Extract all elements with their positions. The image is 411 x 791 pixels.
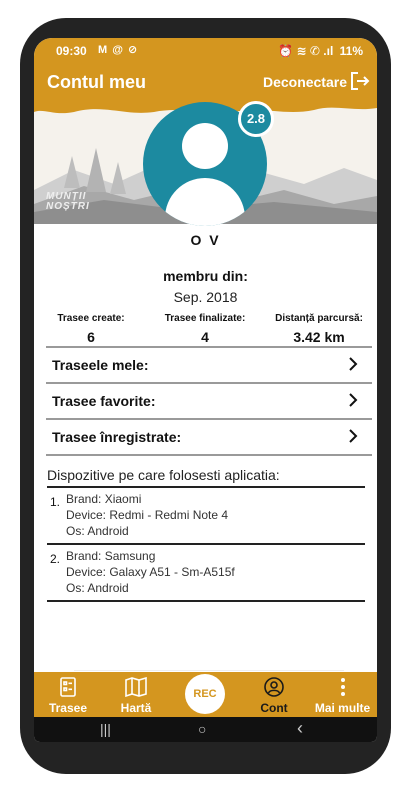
- brand-logo: MUNȚII NOȘTRI: [46, 191, 90, 212]
- avatar-body-shape: [165, 178, 245, 226]
- chevron-right-icon: [348, 357, 358, 374]
- menu-recorded-trails[interactable]: Trasee înregistrate:: [46, 418, 372, 456]
- user-stats: [34, 313, 377, 347]
- more-vertical-icon: [340, 677, 346, 702]
- divider: [47, 543, 365, 545]
- status-right: [275, 44, 363, 58]
- back-button[interactable]: ‹: [297, 718, 303, 738]
- stat-distance: Distanță parcursă: 3.42 km: [275, 313, 363, 345]
- status-time: 09:30: [56, 44, 87, 58]
- divider: [47, 600, 365, 602]
- status-bar: [34, 38, 377, 64]
- rating-badge: 2.8: [238, 101, 274, 137]
- recents-button[interactable]: |||: [100, 721, 111, 737]
- logout-icon[interactable]: [349, 70, 371, 97]
- stat-trails-finished: Trasee finalizate: 4: [164, 313, 246, 345]
- menu-my-trails[interactable]: Traseele mele:: [46, 346, 372, 380]
- nav-more[interactable]: [308, 672, 377, 717]
- device-item: 1. Brand: Xiaomi Device: Redmi - Redmi Note 4 Os: Android: [50, 492, 229, 538]
- menu-favorite-trails[interactable]: Trasee favorite:: [46, 382, 372, 416]
- member-since-label: membru din:: [163, 268, 248, 284]
- account-icon: [264, 677, 284, 702]
- battery-percent: 11%: [339, 44, 363, 58]
- stat-trails-created: Trasee create: 6: [57, 313, 125, 345]
- chevron-right-icon: [348, 393, 358, 410]
- chevron-right-icon: [348, 429, 358, 446]
- devices-title: Dispozitive pe care folosesti aplicatia:: [47, 467, 280, 483]
- device-item: 2. Brand: Samsung Device: Galaxy A51 - Sm-A515f Os: Android: [50, 549, 235, 595]
- member-since-date: Sep. 2018: [173, 289, 238, 305]
- record-button[interactable]: REC: [185, 674, 225, 714]
- divider: [47, 486, 365, 488]
- nav-more-label: Mai multe: [314, 701, 371, 715]
- status-system-icons: ⏰ ≋ ✆ .ıl: [278, 44, 334, 58]
- nav-account-label: Cont: [260, 701, 288, 715]
- divider: [74, 670, 344, 671]
- nav-trails-label: Trasee: [48, 701, 88, 715]
- logout-button[interactable]: Deconectare: [262, 74, 347, 90]
- map-icon: [125, 677, 147, 702]
- nav-account[interactable]: [240, 672, 308, 717]
- nav-trails[interactable]: [34, 672, 102, 717]
- nav-map-label: Hartă: [120, 701, 152, 715]
- home-button[interactable]: ○: [198, 721, 207, 737]
- avatar-head-shape: [182, 123, 228, 169]
- app-header: [34, 64, 377, 100]
- username: O V: [190, 232, 221, 248]
- app-screen: [34, 38, 377, 742]
- bottom-navigation: [34, 672, 377, 717]
- system-navigation-bar: [34, 717, 377, 742]
- status-notification-icons: M @ ⊘: [98, 44, 139, 56]
- nav-map[interactable]: [102, 672, 170, 717]
- page-title: Contul meu: [47, 72, 146, 92]
- trail-list-icon: [59, 677, 77, 702]
